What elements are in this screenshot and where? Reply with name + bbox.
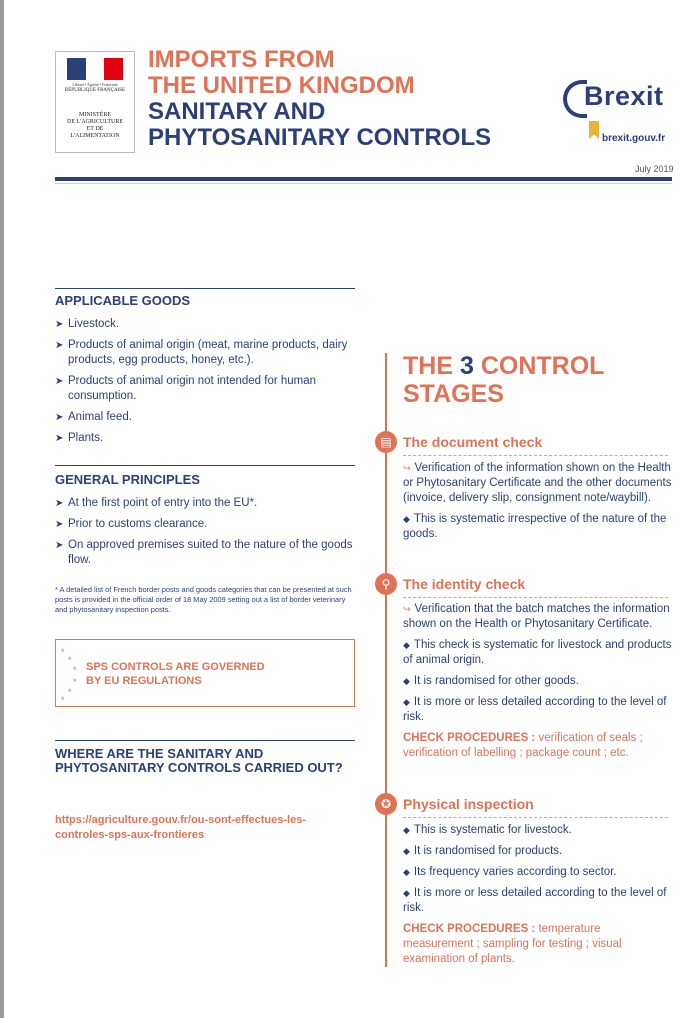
list-item: ◆ It is randomised for other goods. xyxy=(403,675,579,687)
list-item: ◆ It is more or less detailed according to the level of risk. xyxy=(403,887,667,914)
document-check-list xyxy=(403,461,673,548)
check-procedures: CHECK PROCEDURES : temperature measurement ; sampling for testing ; visual examination of plants. xyxy=(403,923,622,965)
list-item: ➤ Products of animal origin not intended for human consumption. xyxy=(55,375,317,402)
title-line-4: PHYTOSANITARY CONTROLS xyxy=(148,124,492,151)
document-check-title: The document check xyxy=(403,434,543,450)
section-divider xyxy=(55,288,355,289)
controls-location-link[interactable]: https://agriculture.gouv.fr/ou-sont-effectues-les-controles-sps-aux-frontieres xyxy=(55,814,306,841)
ministry-name: MINISTÈRE DE L'AGRICULTURE ET DE L'ALIMENTATION xyxy=(66,112,124,139)
brexit-wordmark: Brexit xyxy=(584,81,664,111)
arrow-right-icon: ➤ xyxy=(55,498,64,509)
general-principles-heading: GENERAL PRINCIPLES xyxy=(55,472,200,487)
list-item: ➤ At the first point of entry into the EU*. xyxy=(55,497,258,509)
list-item: ↪ Verification of the information shown on the Health or Phytosanitary Certificate and the other documents (invoice, delivery slip, consignment note/waybill). xyxy=(403,462,672,504)
page-title xyxy=(148,47,508,151)
bookmark-icon xyxy=(589,121,599,139)
diamond-bullet-icon: ◆ xyxy=(403,514,410,524)
page-edge xyxy=(0,0,4,1018)
ministry-logo xyxy=(55,51,135,153)
eu-regulation-box xyxy=(55,639,355,707)
magnifier-icon: ⚲ xyxy=(375,573,397,595)
stage-divider xyxy=(403,455,668,456)
republic-label: RÉPUBLIQUE FRANÇAISE xyxy=(64,88,126,93)
title-line-1: IMPORTS FROM xyxy=(148,46,335,73)
stage-divider xyxy=(403,597,668,598)
motto: Liberté • Égalité • Fraternité xyxy=(72,82,118,87)
list-item: ◆ Its frequency varies according to sector. xyxy=(403,866,617,878)
diamond-bullet-icon: ◆ xyxy=(403,825,410,835)
stages-heading: THE 3 CONTROL STAGES xyxy=(403,352,605,408)
diamond-bullet-icon: ◆ xyxy=(403,640,410,650)
list-item: ◆ This is systematic irrespective of the nature of the goods. xyxy=(403,513,667,540)
applicable-goods-list xyxy=(55,317,355,452)
list-item: ◆ It is randomised for products. xyxy=(403,845,563,857)
list-item: ➤ Products of animal origin (meat, marine products, dairy products, egg products, honey, etc.). xyxy=(55,339,348,366)
diamond-bullet-icon: ◆ xyxy=(403,697,410,707)
stage-divider xyxy=(403,817,668,818)
title-line-3: SANITARY AND xyxy=(148,98,326,125)
hook-arrow-icon: ↪ xyxy=(403,463,411,473)
arrow-right-icon: ➤ xyxy=(55,540,64,551)
check-procedures: CHECK PROCEDURES : verification of seals ; verification of labelling ; package count ; etc. xyxy=(403,732,643,759)
list-item: ↪ Verification that the batch matches the information shown on the Health or Phytosanitary Certificate. xyxy=(403,603,670,630)
list-item: ◆ This check is systematic for livestock and products of animal origin. xyxy=(403,639,672,666)
list-item: ➤ Livestock. xyxy=(55,318,120,330)
section-divider xyxy=(55,465,355,466)
arrow-right-icon: ➤ xyxy=(55,412,64,423)
arrow-right-icon: ➤ xyxy=(55,319,64,330)
footnote: * A detailed list of French border posts and goods categories that can be presented at such posts is provided in the official order of 18 May 2009 setting out a list of border veterinary and phytosanitary inspection posts. xyxy=(55,585,352,614)
physical-inspection-list xyxy=(403,823,673,973)
diamond-bullet-icon: ◆ xyxy=(403,676,410,686)
title-line-2: THE UNITED KINGDOM xyxy=(148,72,415,99)
header-divider-thin xyxy=(55,183,672,184)
star-badge-icon: ✪ xyxy=(375,793,397,815)
diamond-bullet-icon: ◆ xyxy=(403,846,410,856)
diamond-bullet-icon: ◆ xyxy=(403,867,410,877)
document-icon: ▤ xyxy=(375,431,397,453)
arrow-right-icon: ➤ xyxy=(55,433,64,444)
applicable-goods-heading: APPLICABLE GOODS xyxy=(55,293,191,308)
brexit-logo xyxy=(563,80,671,120)
list-item: ◆ This is systematic for livestock. xyxy=(403,824,572,836)
physical-inspection-title: Physical inspection xyxy=(403,796,534,812)
publication-date: July 2019 xyxy=(635,164,674,174)
arrow-right-icon: ➤ xyxy=(55,340,64,351)
arrow-right-icon: ➤ xyxy=(55,519,64,530)
identity-check-list xyxy=(403,602,673,767)
general-principles-list xyxy=(55,496,355,574)
identity-check-title: The identity check xyxy=(403,576,526,592)
list-item: ➤ Animal feed. xyxy=(55,411,132,423)
diamond-bullet-icon: ◆ xyxy=(403,888,410,898)
list-item: ➤ Plants. xyxy=(55,432,104,444)
brexit-url[interactable]: brexit.gouv.fr xyxy=(602,133,666,144)
section-divider xyxy=(55,740,355,741)
list-item: ➤ On approved premises suited to the nature of the goods flow. xyxy=(55,539,353,566)
eu-regulation-text: SPS CONTROLS ARE GOVERNED BY EU REGULATIONS xyxy=(86,661,265,687)
list-item: ◆ It is more or less detailed according to the level of risk. xyxy=(403,696,667,723)
marianne-flag-icon xyxy=(67,58,123,80)
list-item: ➤ Prior to customs clearance. xyxy=(55,518,208,530)
arrow-right-icon: ➤ xyxy=(55,376,64,387)
header-divider xyxy=(55,177,672,181)
eu-stars-icon: * * * * * * xyxy=(61,647,77,705)
hook-arrow-icon: ↪ xyxy=(403,604,411,614)
where-heading: WHERE ARE THE SANITARY AND PHYTOSANITARY CONTROLS CARRIED OUT? xyxy=(55,746,343,775)
